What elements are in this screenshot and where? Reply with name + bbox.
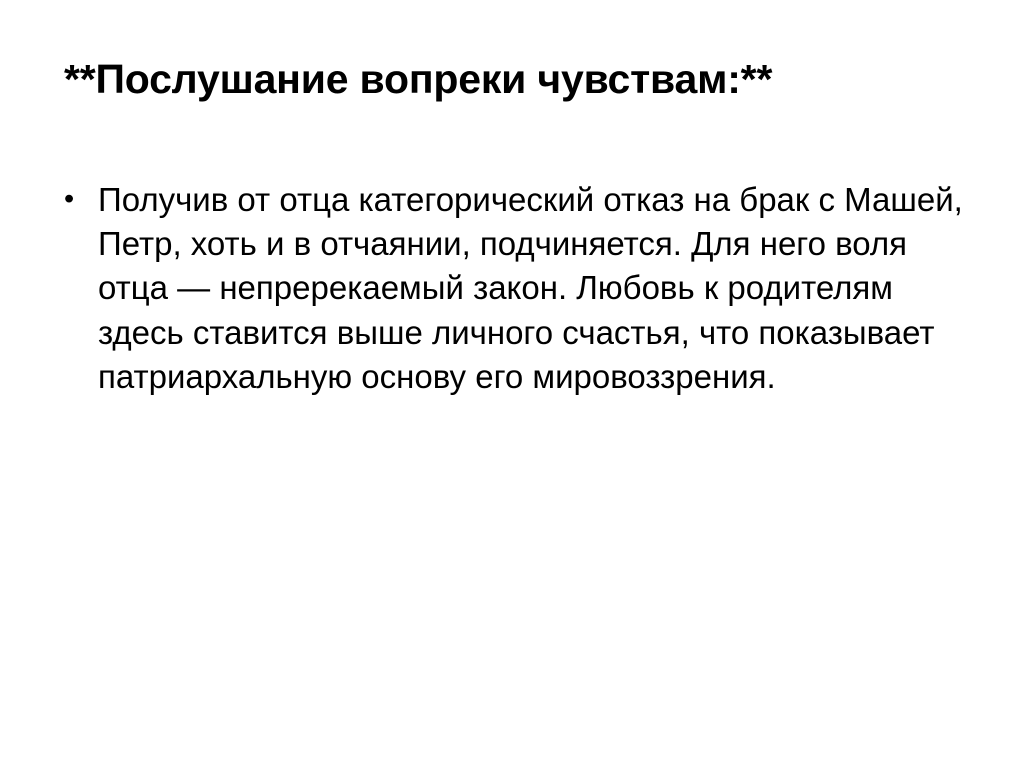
page-title: **Послушание вопреки чувствам:**	[64, 56, 773, 102]
list-item-text: Получив от отца категорический отказ на брак с Машей, Петр, хоть и в отчаянии, подчиняется. Для него воля отца — непререкаемый закон. Любовь к родителям здесь ставится выше личного счастья, что показывает патриархальную основу его мировоззрения.	[98, 181, 963, 395]
bullet-list	[56, 178, 968, 399]
bullet-point-icon: •	[64, 183, 75, 215]
list-item	[56, 178, 968, 399]
content-body	[56, 178, 968, 399]
